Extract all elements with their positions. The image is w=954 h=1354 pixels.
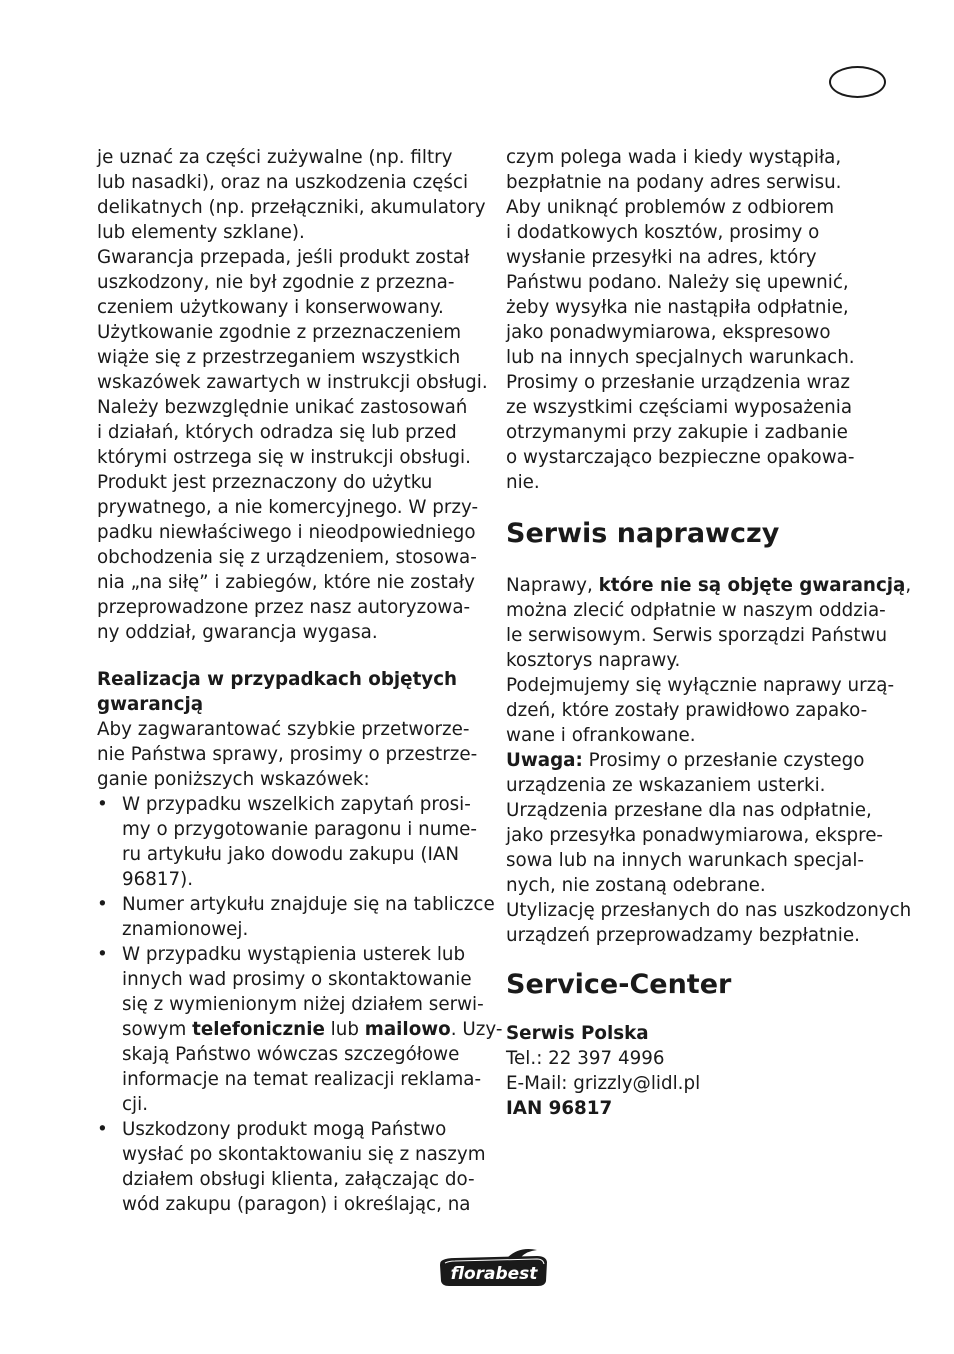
service-name: Serwis Polska: [506, 1023, 649, 1044]
paragraph-repair: Naprawy, które nie są objęte gwarancją, można zlecić odpłatnie w naszym oddzia- le serwisowym. Serwis sporządzi Państwu kosztorys naprawy. Podejmujemy się wyłącznie naprawy urzą- dzeń, które zostały prawidłowo zapako- wane i ofrankowane. Uwaga: Prosimy o przesłanie czystego urządzenia ze wskazaniem usterki. Urządzenia przesłane dla nas odpłatnie, jako przesyłka ponadwymiarowa, ekspre- sowa lub na innych warunkach specjal- nych, nie zostaną odebrane. Utylizację przesłanych do nas uszkodzonych urządzeń przeprowadzamy bezpłatnie.: [506, 575, 912, 946]
list-item: • W przypadku wszelkich zapytań prosi- my o przygotowanie paragonu i nume- ru artykułu jako dowodu zakupu (IAN 96817).: [97, 792, 497, 892]
warranty-claims-heading: Realizacja w przypadkach objętych gwarancją: [97, 669, 458, 715]
list-item: • Numer artykułu znajduje się na tabliczce znamionowej.: [97, 892, 497, 942]
ian-number: IAN 96817: [506, 1098, 613, 1119]
service-contact: [506, 1021, 906, 1121]
phone-contact-emphasis: telefonicznie: [192, 1019, 325, 1040]
instruction-list: [97, 792, 503, 1217]
left-column: [97, 145, 503, 1217]
paragraph-intro: Aby zagwarantować szybkie przetworze- nie Państwa sprawy, prosimy o przestrze- ganie poniższych wskazówek:: [97, 719, 478, 790]
language-badge: [829, 66, 886, 98]
service-center-heading: Service-Center: [506, 969, 732, 1000]
note-label: Uwaga:: [506, 750, 583, 771]
repair-service-heading: Serwis naprawczy: [506, 518, 780, 549]
right-column: [506, 145, 912, 1121]
list-item: • Uszkodzony produkt mogą Państwo wysłać po skontaktowaniu się z naszym działem obsługi klienta, załączając do- wód zakupu (paragon) i określając, na: [97, 1117, 497, 1217]
email-contact-emphasis: mailowo: [364, 1019, 451, 1040]
logo-text: florabest: [450, 1264, 538, 1284]
paragraph-wear-parts: je uznać za części zużywalne (np. filtry lub nasadki), oraz na uszkodzenia części delikatnych (np. przełączniki, akumulatory lub elementy szklane).: [97, 147, 486, 243]
florabest-logo: [437, 1248, 551, 1288]
list-item: • W przypadku wystąpienia usterek lub innych wad prosimy o skontaktowanie się z wymienionym niżej działem serwi- sowym telefonicznie lub mailowo. Uzy- skają Państwo wówczas szczegółowe informacje na temat realizacji reklama- cji.: [97, 942, 497, 1117]
paragraph-shipping: czym polega wada i kiedy wystąpiła, bezpłatnie na podany adres serwisu. Aby uniknąć problemów z odbiorem i dodatkowych kosztów, prosimy o wysłanie przesyłki na adres, który Państwu podano. Należy się upewnić, żeby wysyłka nie nastąpiła odpłatnie, jako ponadwymiarowa, ekspresowo lub na innych specjalnych warunkach. Prosimy o przesłanie urządzenia wraz ze wszystkimi częściami wyposażenia otrzymanymi przy zakupie i zadbanie o wystarczająco bezpieczne opakowa- nie.: [506, 147, 855, 493]
paragraph-warranty-void: Gwarancja przepada, jeśli produkt został uszkodzony, nie był zgodnie z przezna- czeniem użytkowany i konserwowany. Użytkowanie zgodnie z przeznaczeniem wiąże się z przestrzeganiem wszystkich wskazówek zawartych w instrukcji obsługi. Należy bezwzględnie unikać zastosowań i działań, których odradza się lub przed którymi ostrzega się w instrukcji obsługi. Produkt jest przeznaczony do użytku prywatnego, a nie komercyjnego. W przy- padku niewłaściwego i nieodpowiedniego obchodzenia się z urządzeniem, stosowa- nia „na siłę” i zabiegów, które nie zostały przeprowadzone przez nasz autoryzowa- ny oddział, gwarancja wygasa.: [97, 247, 488, 643]
not-covered-emphasis: które nie są objęte gwarancją: [598, 575, 906, 596]
service-phone: Tel.: 22 397 4996: [506, 1048, 665, 1069]
service-email: E-Mail: grizzly@lidl.pl: [506, 1073, 701, 1094]
